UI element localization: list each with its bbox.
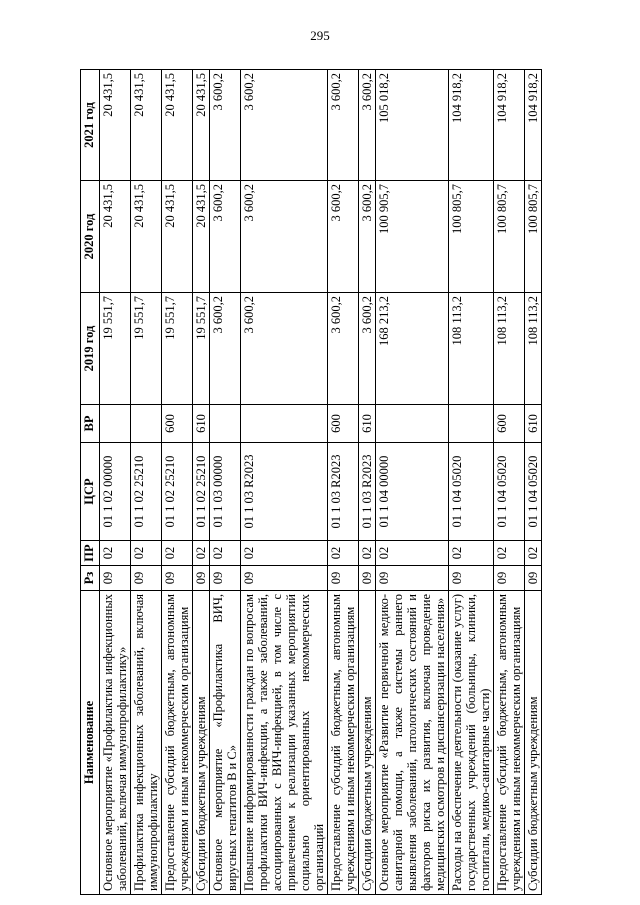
cell-vr [449,405,494,443]
cell-2021: 20 431,5 [131,70,162,181]
budget-table-rotated [80,70,540,895]
header-csr: ЦСР [81,443,100,541]
cell-2019: 168 213,2 [376,293,449,405]
cell-2019: 108 113,2 [525,293,542,405]
cell-vr [100,405,131,443]
budget-table [80,69,542,895]
cell-2020: 20 431,5 [100,181,131,293]
cell-pr: 02 [359,541,376,566]
cell-pr: 02 [162,541,193,566]
cell-2019: 3 600,2 [241,293,328,405]
cell-csr: 01 1 02 25210 [131,443,162,541]
cell-2020: 100 805,7 [449,181,494,293]
table-row [131,70,162,895]
cell-rz: 09 [100,566,131,591]
table-row [449,70,494,895]
cell-vr: 600 [494,405,525,443]
cell-pr: 02 [376,541,449,566]
table-row [193,70,210,895]
cell-csr: 01 1 04 05020 [494,443,525,541]
cell-rz: 09 [449,566,494,591]
table-row [494,70,525,895]
cell-rz: 09 [494,566,525,591]
cell-csr: 01 1 03 R2023 [359,443,376,541]
header-2021: 2021 год [81,70,100,181]
cell-csr: 01 1 02 25210 [193,443,210,541]
cell-2020: 3 600,2 [210,181,241,293]
cell-2019: 3 600,2 [328,293,359,405]
cell-rz: 09 [525,566,542,591]
table-row [359,70,376,895]
cell-name: Предоставление субсидий бюджетным, автономным учреждениям и иным некоммерческим организациям [494,591,525,895]
page-number: 295 [310,28,330,43]
cell-rz: 09 [210,566,241,591]
header-rz: Рз [81,566,100,591]
cell-2021: 104 918,2 [525,70,542,181]
cell-vr [376,405,449,443]
cell-name: Основное мероприятие «Профилактика ВИЧ, вирусных гепатитов В и С» [210,591,241,895]
cell-2020: 3 600,2 [241,181,328,293]
cell-rz: 09 [328,566,359,591]
cell-pr: 02 [494,541,525,566]
cell-vr: 600 [162,405,193,443]
cell-2020: 3 600,2 [359,181,376,293]
cell-2021: 3 600,2 [328,70,359,181]
header-2019: 2019 год [81,293,100,405]
cell-name: Субсидии бюджетным учреждениям [359,591,376,895]
cell-name: Предоставление субсидий бюджетным, автономным учреждениям и иным некоммерческим организациям [328,591,359,895]
cell-csr: 01 1 04 05020 [449,443,494,541]
cell-rz: 09 [131,566,162,591]
cell-rz: 09 [376,566,449,591]
cell-name: Субсидии бюджетным учреждениям [525,591,542,895]
cell-csr: 01 1 03 00000 [210,443,241,541]
cell-pr: 02 [193,541,210,566]
cell-vr [210,405,241,443]
cell-2020: 20 431,5 [193,181,210,293]
cell-2019: 19 551,7 [193,293,210,405]
cell-2019: 108 113,2 [449,293,494,405]
table-row [376,70,449,895]
cell-2019: 19 551,7 [131,293,162,405]
cell-csr: 01 1 03 R2023 [328,443,359,541]
cell-2021: 20 431,5 [162,70,193,181]
cell-2019: 19 551,7 [162,293,193,405]
table-header-row [81,70,100,895]
cell-csr: 01 1 02 25210 [162,443,193,541]
cell-2019: 108 113,2 [494,293,525,405]
cell-vr [131,405,162,443]
cell-name: Предоставление субсидий бюджетным, автономным учреждениям и иным некоммерческим организациям [162,591,193,895]
cell-pr: 02 [449,541,494,566]
cell-csr: 01 1 04 05020 [525,443,542,541]
cell-2021: 3 600,2 [359,70,376,181]
table-row [328,70,359,895]
header-name: Наименование [81,591,100,895]
table-row [210,70,241,895]
cell-csr: 01 1 03 R2023 [241,443,328,541]
header-vr: ВР [81,405,100,443]
cell-rz: 09 [241,566,328,591]
header-pr: ПР [81,541,100,566]
cell-2021: 105 018,2 [376,70,449,181]
cell-vr: 610 [193,405,210,443]
header-2020: 2020 год [81,181,100,293]
table-row [241,70,328,895]
cell-rz: 09 [162,566,193,591]
cell-vr: 600 [328,405,359,443]
table-row [525,70,542,895]
cell-pr: 02 [210,541,241,566]
cell-name: Повышение информированности граждан по вопросам профилактики ВИЧ-инфекции, а также заболеваний, ассоциированных с ВИЧ-инфекцией, в том числе с привлечением к реализации указанных мероприятий социально ориентированных некоммерческих организаций [241,591,328,895]
table-row [100,70,131,895]
cell-name: Профилактика инфекционных заболеваний, включая иммунопрофилактику [131,591,162,895]
table-row [162,70,193,895]
cell-2020: 20 431,5 [162,181,193,293]
cell-2021: 104 918,2 [449,70,494,181]
cell-2021: 20 431,5 [100,70,131,181]
cell-csr: 01 1 04 00000 [376,443,449,541]
cell-pr: 02 [131,541,162,566]
cell-2021: 3 600,2 [210,70,241,181]
cell-2019: 3 600,2 [210,293,241,405]
cell-pr: 02 [525,541,542,566]
cell-2021: 3 600,2 [241,70,328,181]
cell-2020: 3 600,2 [328,181,359,293]
cell-vr: 610 [359,405,376,443]
cell-2020: 100 905,7 [376,181,449,293]
cell-2019: 3 600,2 [359,293,376,405]
cell-2020: 100 805,7 [525,181,542,293]
cell-rz: 09 [359,566,376,591]
cell-2019: 19 551,7 [100,293,131,405]
cell-name: Расходы на обеспечение деятельности (оказание услуг) государственных учреждений (больницы, клиники, госпитали, медико-санитарные части) [449,591,494,895]
cell-name: Основное мероприятие «Развитие первичной медико-санитарной помощи, а также системы раннего выявления заболеваний, патологических состояний и факторов риска их развития, включая проведение медицинских осмотров и диспансеризации населения» [376,591,449,895]
cell-2021: 20 431,5 [193,70,210,181]
cell-vr [241,405,328,443]
cell-2020: 20 431,5 [131,181,162,293]
cell-name: Основное мероприятие «Профилактика инфекционных заболеваний, включая иммунопрофилактику» [100,591,131,895]
cell-vr: 610 [525,405,542,443]
cell-2020: 100 805,7 [494,181,525,293]
cell-csr: 01 1 02 00000 [100,443,131,541]
cell-pr: 02 [241,541,328,566]
cell-pr: 02 [100,541,131,566]
cell-rz: 09 [193,566,210,591]
cell-name: Субсидии бюджетным учреждениям [193,591,210,895]
cell-2021: 104 918,2 [494,70,525,181]
cell-pr: 02 [328,541,359,566]
